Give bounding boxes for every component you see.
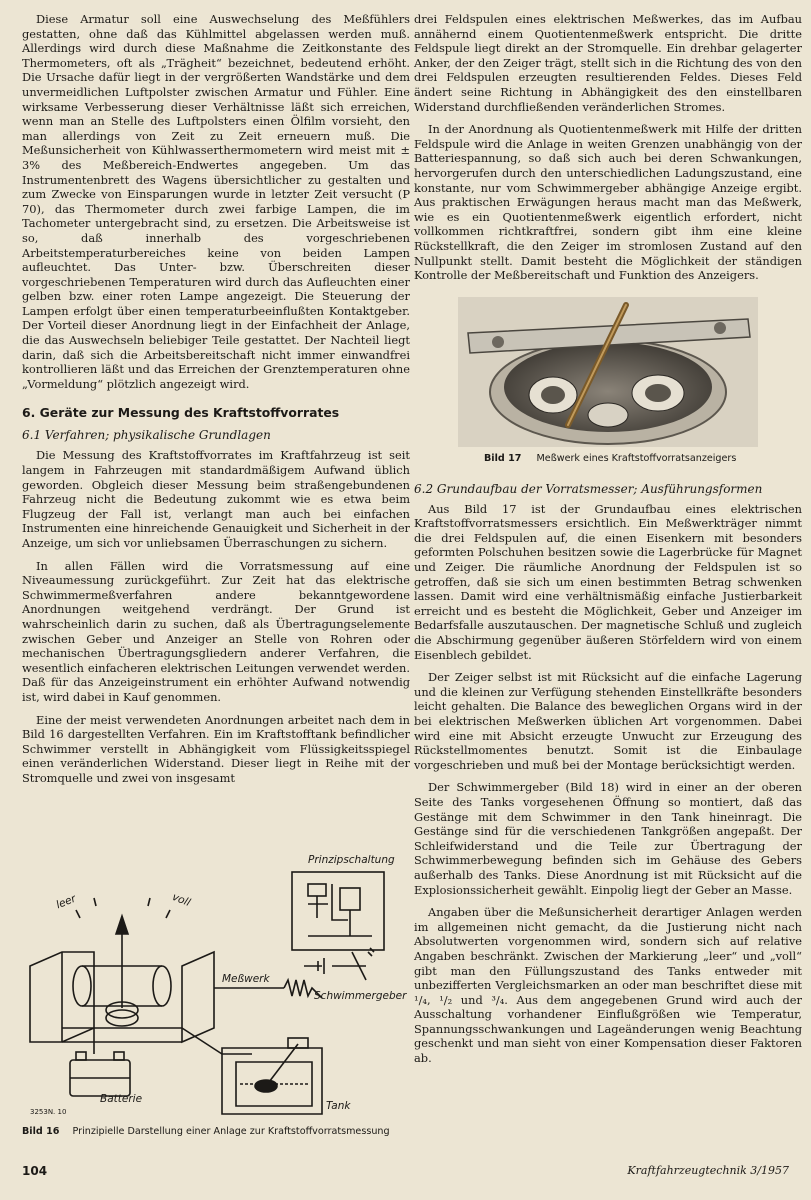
- subheading: 6.1 Verfahren; physikalische Grundlagen: [22, 428, 271, 443]
- paragraph: In der Anordnung als Quotientenmeßwerk mit Hilfe der dritten Feldspule wird die Anlage in weiten Grenzen unabhängig von der Batteriespannung, so daß sich auch bei deren Schwankungen, hervorgerufen durch den unterschiedlichen Ladungszustand, eine konstante, nur vom Schwimmergeber abhängige Anzeige ergibt. Aus praktischen Erwägungen heraus macht man das Meßwerk, wie es ein Quotientenmeßwerk eigentlich erfordert, nicht vollkommen richtkraftfrei, sondern gibt ihm eine kleine Rückstellkraft, die den Zeiger im stromlosen Zustand auf den Nullpunkt stellt. Damit besteht die Möglichkeit der ständigen Kontrolle der Meßbereitschaft und Funktion des Anzeigers.: [414, 122, 802, 283]
- figure-16-caption-text: Prinzipielle Darstellung einer Anlage zur Kraftstoffvorratsmessung: [72, 1126, 390, 1137]
- label-messwerk: Meßwerk: [222, 973, 270, 985]
- paragraph: drei Feldspulen eines elektrischen Meßwerkes, das im Aufbau annähernd einem Quotientenmeßwerk entspricht. Die dritte Feldspule liegt direkt an der Stromquelle. Ein drehbar gelagerter Anker, der den Zeiger trägt, stellt sich in die Richtung des von den drei Feldspulen erzeugten resultierenden Feldes. Dieses Feld ändert seine Richtung in Abhängigkeit des den einstellbaren Widerstand durchfließenden veränderlichen Stromes.: [414, 12, 802, 114]
- figure-16-caption: [22, 1126, 402, 1137]
- figure-17-photo: [458, 297, 758, 447]
- section-heading: 6. Geräte zur Messung des Kraftstoffvorrates: [22, 405, 340, 421]
- paragraph: Eine der meist verwendeten Anordnungen arbeitet nach dem in Bild 16 dargestellten Verfahren. Ein im Kraftstofftank befindlicher Schwimmer verstellt in Abhängigkeit vom Flüssigkeitsspiegel einen veränderlichen Widerstand. Dieser liegt in Reihe mit der Stromquelle und zwei von insgesamt: [22, 712, 410, 785]
- meter-mechanism-illustration: [458, 297, 758, 447]
- figure-16-diagram: [22, 848, 407, 1133]
- journal-reference: Kraftfahrzeugtechnik 3/1957: [627, 1164, 789, 1177]
- paragraph: In allen Fällen wird die Vorratsmessung auf eine Niveaumessung zurückgeführt. Zur Zeit hat das elektrische Schwimmermeßverfahren andere bekanntgewordene Anordnungen weitgehend verdrängt. Der Grund ist wahrscheinlich darin zu suchen, daß als Übertragungselemente zwischen Geber und Anzeiger an Stelle von Rohren oder mechanischen Übertragungsgliedern anderer Verfahren, die wesentlich einfacheren elektrischen Leitungen verwendet werden. Daß für das Anzeigeinstrument ein erhöhter Aufwand notwendig ist, wird dabei in Kauf genommen.: [22, 558, 410, 704]
- label-leer: leer: [54, 892, 78, 912]
- paragraph: Angaben über die Meßunsicherheit derartiger Anlagen werden im allgemeinen nicht gemacht, da die Justierung nicht nach Absolutwerten vorgenommen wird, sondern sich auf relative Angaben beschränkt. Zwischen der Markierung „leer“ und „voll“ gibt man den Füllungszustand des Tanks entweder mit unbezifferten Vergleichsmarken an oder man beschriftet diese mit ¹/₄, ¹/₂ und ³/₄. Aus dem angegebenen Grund wird auch der Ausschaltung vorhandener Einflußgrößen wie Temperatur, Spannungsschwankungen und Lageänderungen wenig Beachtung geschenkt und man sieht von einer Kompensation dieser Faktoren ab.: [414, 905, 802, 1066]
- figure-16-caption-label: Bild 16: [22, 1126, 60, 1137]
- paragraph: Die Messung des Kraftstoffvorrates im Kraftfahrzeug ist seit langem in Fahrzeugen mit standardmäßigem Aufwand üblich geworden. Obgleich dieser Messung beim straßengebundenen Fahrzeug nicht die Bedeutung zukommt wie es etwa beim Flugzeug der Fall ist, verlangt man auch bei einfachen Instrumenten eine hinreichende Genauigkeit und Sicherheit in der Anzeige, um sich vor unliebsamen Überraschungen zu sichern.: [22, 448, 410, 550]
- label-voll: voll: [170, 890, 193, 910]
- label-stamp: 3253N. 10: [30, 1108, 67, 1116]
- label-tank: Tank: [326, 1100, 351, 1112]
- figure-17-caption-label: Bild 17: [484, 452, 522, 464]
- paragraph: Der Schwimmergeber (Bild 18) wird in einer an der oberen Seite des Tanks vorgesehenen Öffnung so montiert, daß das Gestänge mit dem Schwimmer in den Tank hineinragt. Die Gestänge sind für die verschiedenen Tankgrößen angepaßt. Der Schleifwiderstand und die Teile zur Übertragung der Schwimmerbewegung befinden sich im Gehäuse des Gebers außerhalb des Tanks. Diese Anordnung ist mit Rücksicht auf die Explosionssicherheit gewählt. Einpolig liegt der Geber an Masse.: [414, 780, 802, 897]
- paragraph: Aus Bild 17 ist der Grundaufbau eines elektrischen Kraftstoffvorratsmessers ersichtlich. Ein Meßwerkträger nimmt die drei Feldspulen auf, die einen Eisenkern mit besonders geformten Polschuhen besitzen sowie die Lagerbrücke für Magnet und Zeiger. Die räumliche Anordnung der Feldspulen ist so getroffen, daß sie sich um einen bestimmten Betrag schwenken lassen. Damit wird eine verhältnismäßig einfache Justierbarkeit erreicht und es besteht die Möglichkeit, Geber und Anzeiger im Bedarfsfalle auszutauschen. Der magnetische Schluß und zugleich die Abschirmung gegenüber äußeren Störfeldern wird von einem Eisenblech gebildet.: [414, 501, 802, 662]
- label-prinzipschaltung: Prinzipschaltung: [308, 854, 395, 866]
- label-schwimmergeber: Schwimmergeber: [314, 990, 407, 1002]
- page-number: 104: [22, 1164, 48, 1178]
- paragraph: Der Zeiger selbst ist mit Rücksicht auf die einfache Lagerung und die kleinen zur Verfügung stehenden Einstellkräfte besonders leicht gehalten. Die Balance des beweglichen Organs wird in der bei elektrischen Meßwerken üblichen Art vorgenommen. Dabei wird eine mit Absicht erzeugte Unwucht zur Erzeugung des Rückstellmomentes benutzt. Somit ist die Einbaulage vorgeschrieben und muß bei der Montage berücksichtigt werden.: [414, 670, 802, 772]
- label-batterie: Batterie: [100, 1093, 143, 1105]
- subheading: 6.2 Grundaufbau der Vorratsmesser; Ausführungsformen: [414, 481, 763, 496]
- figure-17-caption: [484, 453, 802, 464]
- paragraph: Diese Armatur soll eine Auswechselung des Meßfühlers gestatten, ohne daß das Kühlmittel abgelassen werden muß. Allerdings wird durch diese Maßnahme die Zeitkonstante des Thermometers, oft als „Trägheit“ bezeichnet, bedeutend erhöht. Die Ursache dafür liegt in der vergrößerten Wandstärke und dem unvermeidlichen Luftpolster zwischen Armatur und Fühler. Eine wirksame Verbesserung dieser Verhältnisse läßt sich erreichen, wenn man an Stelle des Luftpolsters einen Ölfilm vorsieht, den man allerdings von Zeit zu Zeit erneuern muß. Die Meßunsicherheit von Kühlwasserthermometern wird meist mit ± 3% des Meßbereich-Endwertes angegeben. Um das Instrumentenbrett des Wagens übersichtlicher zu gestalten und zum Zwecke von Einsparungen wurde in letzter Zeit versucht (P 70), das Thermometer durch zwei farbige Lampen, die im Tachometer untergebracht sind, zu ersetzen. Die Arbeitsweise ist so, daß innerhalb des vorgeschriebenen Arbeitstemperaturbereiches keine von beiden Lampen aufleuchtet. Das Unter- bzw. Überschreiten dieser vorgeschriebenen Temperaturen wird durch das Aufleuchten einer gelben bzw. einer roten Lampe angezeigt. Die Steuerung der Lampen erfolgt über einen temperaturbeeinflußten Kontaktgeber. Der Vorteil dieser Anordnung liegt in der Einfachheit der Anlage, die das Auswechseln beliebiger Teile gestattet. Der Nachteil liegt darin, daß sich die Arbeitsbereitschaft nicht immer einwandfrei kontrollieren läßt und das Erreichen der Grenztemperaturen ohne „Vormeldung“ plötzlich angezeigt wird.: [22, 12, 410, 391]
- left-column: [22, 12, 410, 794]
- right-column: [414, 12, 802, 1074]
- figure-17-caption-text: Meßwerk eines Kraftstoffvorratsanzeigers: [536, 452, 737, 464]
